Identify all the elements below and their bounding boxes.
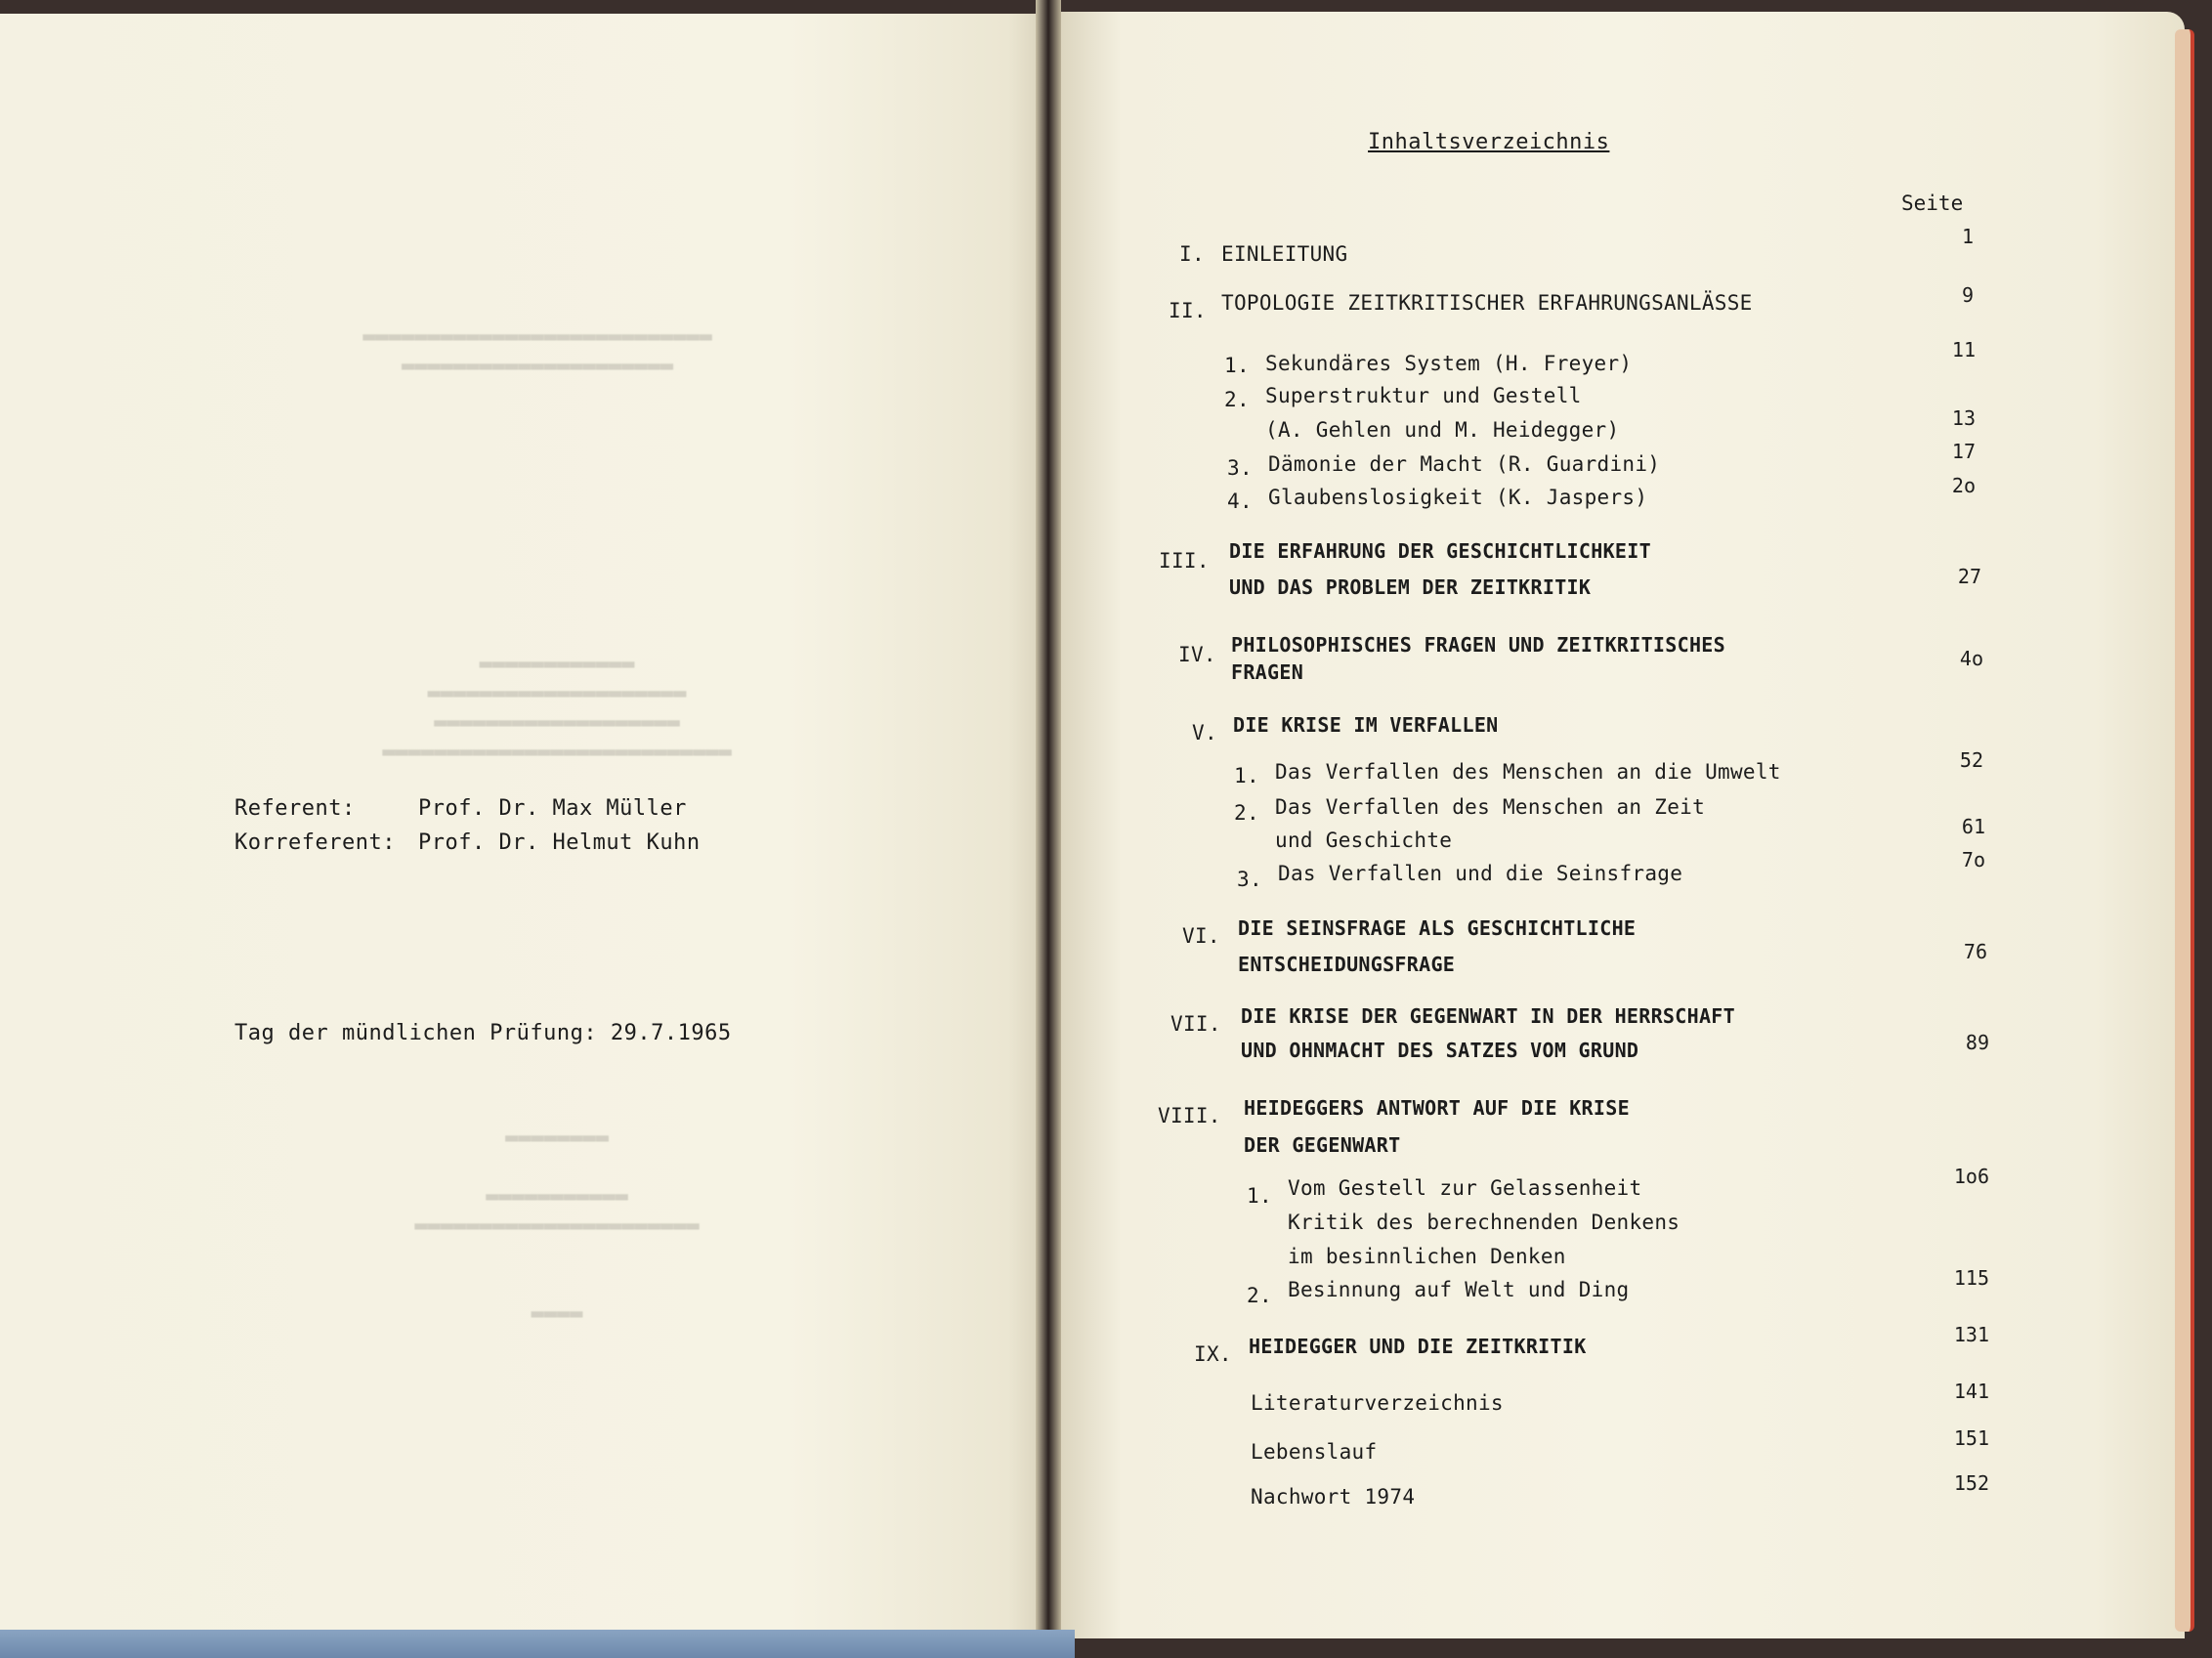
- toc-subentry-title: Besinnung auf Welt und Ding: [1288, 1278, 1630, 1301]
- toc-page-number: 1o6: [1953, 1165, 1989, 1188]
- left-page: [0, 14, 1050, 1640]
- toc-page-number: 131: [1953, 1323, 1989, 1346]
- toc-subentry-title: Das Verfallen des Menschen an die Umwelt: [1275, 760, 1781, 784]
- toc-page-number: 152: [1953, 1471, 1989, 1495]
- toc-entry-title: TOPOLOGIE ZEITKRITISCHER ERFAHRUNGSANLÄSSE: [1221, 291, 1753, 315]
- toc-subnumeral: 3.: [1237, 868, 1262, 891]
- toc-subentry-title: Vom Gestell zur Gelassenheit: [1288, 1176, 1642, 1200]
- toc-entry-title: DIE ERFAHRUNG DER GESCHICHTLICHKEIT: [1229, 539, 1651, 563]
- show-through-block: ▬▬▬▬▬▬▬▬▬▬▬▬ ▬▬▬▬▬▬▬▬▬▬▬▬▬▬▬▬▬▬▬▬ ▬▬▬▬▬▬▬▬▬▬▬▬▬▬▬▬▬▬▬ ▬▬▬▬▬▬▬▬▬▬▬▬▬▬▬▬▬▬▬▬▬▬▬▬▬▬▬: [382, 652, 732, 764]
- toc-page-number: 1: [1961, 225, 1974, 248]
- toc-page-number: 9: [1961, 283, 1974, 307]
- toc-subnumeral: 4.: [1227, 489, 1253, 513]
- toc-page-number: 89: [1965, 1031, 1989, 1054]
- toc-entry-title: PHILOSOPHISCHES FRAGEN UND ZEITKRITISCHES: [1231, 633, 1725, 657]
- toc-numeral: IX.: [1194, 1342, 1232, 1366]
- toc-entry-title: HEIDEGGERS ANTWORT AUF DIE KRISE: [1244, 1096, 1630, 1120]
- toc-entry-title: DIE KRISE DER GEGENWART IN DER HERRSCHAFT: [1241, 1004, 1735, 1028]
- toc-numeral: II.: [1169, 299, 1207, 322]
- toc-entry-title: FRAGEN: [1231, 660, 1304, 684]
- toc-numeral: VIII.: [1158, 1104, 1221, 1127]
- toc-subnumeral: 1.: [1234, 764, 1259, 787]
- toc-entry-title: UND OHNMACHT DES SATZES VOM GRUND: [1241, 1039, 1639, 1062]
- toc-page-number: 76: [1963, 940, 1987, 963]
- toc-page-number: 141: [1953, 1380, 1989, 1403]
- toc-subentry-title: Kritik des berechnenden Denkens: [1288, 1211, 1680, 1234]
- toc-subentry-title: (A. Gehlen und M. Heidegger): [1265, 418, 1620, 442]
- toc-subentry-title: Glaubenslosigkeit (K. Jaspers): [1268, 486, 1648, 509]
- toc-entry-title: EINLEITUNG: [1221, 242, 1348, 266]
- toc-subentry-title: und Geschichte: [1275, 829, 1453, 852]
- toc-subnumeral: 1.: [1224, 354, 1250, 377]
- toc-subnumeral: 2.: [1224, 388, 1250, 411]
- toc-numeral: I.: [1179, 242, 1205, 266]
- toc-numeral: VII.: [1170, 1012, 1221, 1036]
- toc-numeral: VI.: [1182, 924, 1220, 948]
- toc-appendix-title: Nachwort 1974: [1251, 1485, 1416, 1509]
- toc-appendix-title: Literaturverzeichnis: [1251, 1391, 1504, 1415]
- toc-entry-title: HEIDEGGER UND DIE ZEITKRITIK: [1249, 1335, 1587, 1358]
- toc-appendix-title: Lebenslauf: [1251, 1440, 1378, 1464]
- referent-label: Referent:: [234, 796, 356, 821]
- toc-entry-title: DIE SEINSFRAGE ALS GESCHICHTLICHE: [1238, 916, 1637, 940]
- page-column-header: Seite: [1901, 191, 1964, 215]
- book-gutter: [1036, 0, 1061, 1658]
- toc-page-number: 13: [1951, 406, 1976, 430]
- korreferent-label: Korreferent:: [234, 830, 396, 855]
- toc-entry-title: ENTSCHEIDUNGSFRAGE: [1238, 953, 1456, 976]
- toc-subentry-title: Dämonie der Macht (R. Guardini): [1268, 452, 1661, 476]
- table-surface: [0, 1630, 1075, 1658]
- toc-title: Inhaltsverzeichnis: [1368, 130, 1610, 154]
- toc-numeral: V.: [1192, 721, 1217, 744]
- toc-page-number: 27: [1957, 565, 1981, 588]
- toc-subentry-title: Sekundäres System (H. Freyer): [1265, 352, 1633, 375]
- toc-page-number: 52: [1959, 748, 1983, 772]
- toc-page-number: 4o: [1959, 647, 1983, 670]
- toc-numeral: III.: [1159, 549, 1210, 573]
- exam-date: Tag der mündlichen Prüfung: 29.7.1965: [234, 1021, 732, 1045]
- toc-entry-title: DER GEGENWART: [1244, 1133, 1401, 1157]
- toc-subnumeral: 2.: [1234, 801, 1259, 825]
- toc-page-number: 17: [1951, 440, 1976, 463]
- toc-page-number: 151: [1953, 1426, 1989, 1450]
- toc-subnumeral: 1.: [1247, 1184, 1272, 1208]
- korreferent-value: Prof. Dr. Helmut Kuhn: [418, 830, 701, 855]
- toc-subnumeral: 3.: [1227, 456, 1253, 480]
- toc-page-number: 61: [1961, 815, 1985, 838]
- show-through-title: ▬▬▬▬▬▬▬▬▬▬▬▬▬▬▬▬▬▬▬▬▬▬▬▬▬▬▬ ▬▬▬▬▬▬▬▬▬▬▬▬▬▬▬▬▬▬▬▬▬: [362, 324, 712, 378]
- page-edge: [2175, 29, 2194, 1632]
- toc-entry-title: UND DAS PROBLEM DER ZEITKRITIK: [1229, 575, 1592, 599]
- toc-page-number: 115: [1953, 1266, 1989, 1290]
- toc-page-number: 11: [1951, 338, 1976, 361]
- toc-subentry-title: Das Verfallen und die Seinsfrage: [1278, 862, 1683, 885]
- toc-subentry-title: Das Verfallen des Menschen an Zeit: [1275, 795, 1706, 819]
- toc-subnumeral: 2.: [1247, 1284, 1272, 1307]
- referent-value: Prof. Dr. Max Müller: [418, 796, 687, 821]
- toc-page-number: 2o: [1951, 474, 1976, 497]
- toc-subentry-title: im besinnlichen Denken: [1288, 1245, 1566, 1268]
- toc-numeral: IV.: [1178, 643, 1216, 666]
- toc-entry-title: DIE KRISE IM VERFALLEN: [1233, 713, 1499, 737]
- toc-subentry-title: Superstruktur und Gestell: [1265, 384, 1582, 407]
- toc-page-number: 7o: [1961, 848, 1985, 872]
- show-through-bottom: ▬▬▬▬▬▬▬▬ ▬▬▬▬▬▬▬▬▬▬▬ ▬▬▬▬▬▬▬▬▬▬▬▬▬▬▬▬▬▬▬▬▬▬ ▬▬▬▬: [414, 1126, 700, 1326]
